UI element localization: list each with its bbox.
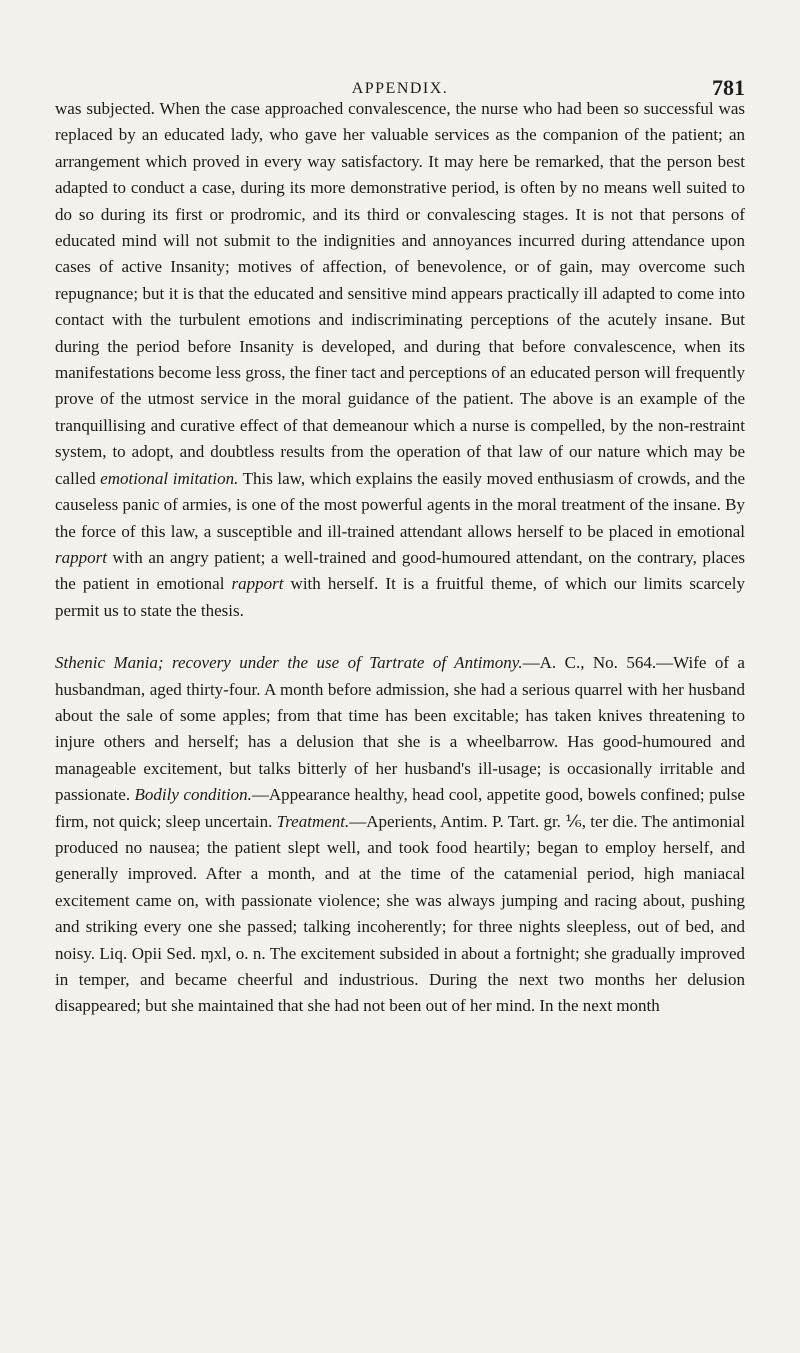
text-segment: with herself. It is a fruitful theme, of which our limits scarcely permit us to state the thesis. <box>55 574 745 620</box>
text-segment: —A. C., No. 564.—Wife of a husbandman, aged thirty-four. A month before admission, she had a serious quarrel with her husband about the sale of some apples; from that time has been excitable; has taken knives threatening to injure others and herself; has a delusion that she is a wheelbarrow. Has good-humoured and manageable excitement, but talks bitterly of her husband's ill-usage; is occasionally irritable and passionate. <box>55 653 745 805</box>
paragraph-1 <box>55 96 745 624</box>
body-text <box>55 96 745 1020</box>
text-segment: —Appearance healthy, head cool, appetite good, bowels confined; pulse firm, not quick; sleep uncertain. <box>55 785 745 831</box>
running-head: APPENDIX. <box>351 80 449 97</box>
page-number: 781 <box>712 75 745 100</box>
text-segment: with an angry patient; a well-trained and good-humoured attendant, on the contrary, places the patient in emotional <box>55 547 745 594</box>
section-label-treatment: Treatment. <box>276 811 350 831</box>
section-label-bodily-condition: Bodily condition. <box>134 785 252 805</box>
italic-term: rapport <box>231 574 284 594</box>
text-segment: —Aperients, Antim. P. Tart. gr. ⅙, ter die. The antimonial produced no nausea; the patient slept well, and took food heartily; began to employ herself, and generally improved. After a month, and at the time of the catamenial period, high maniacal excitement came on, with passionate violence; she was always jumping and racing about, pushing and striking every one she passed; talking incoherently; for three nights sleepless, out of bed, and noisy. Liq. Opii Sed. ɱxl, o. n. The excitement subsided in about a fortnight; she gradually improved in temper, and became cheerful and industrious. During the next two months her delusion disappeared; but she maintained that she had not been out of her mind. In the next month <box>55 811 745 1016</box>
page-header <box>55 60 745 100</box>
text-segment: This law, which explains the easily moved enthusiasm of crowds, and the causeless panic of armies, is one of the most powerful agents in the moral treatment of the insane. By the force of this law, a susceptible and ill-trained attendant allows herself to be placed in emotional <box>55 468 745 541</box>
paragraph-2-case-report <box>55 650 745 1020</box>
text-segment: was subjected. When the case approached convalescence, the nurse who had been so successful was replaced by an educated lady, who gave her valuable services as the companion of the patient; an arrangement which proved in every way satisfactory. It may here be remarked, that the person best adapted to conduct a case, during its more demonstrative period, is often by no means well suited to do so during its first or prodromic, and its third or convalescing stages. It is not that persons of educated mind will not submit to the indignities and annoyances incurred during attendance upon cases of active Insanity; motives of affection, of benevolence, or of gain, may overcome such repugnance; but it is that the educated and sensitive mind appears practically ill adapted to come into contact with the turbulent emotions and indiscriminating perceptions of the acutely insane. But during the period before Insanity is developed, and during that before convalescence, when its manifestations become less gross, the finer tact and perceptions of an educated person will frequently prove of the utmost service in the moral guidance of the patient. The above is an example of the tranquillising and curative effect of that demeanour which a nurse is compelled, by the non-restraint system, to adopt, and doubtless results from the operation of that law of our nature which may be called <box>55 99 745 488</box>
case-heading: Sthenic Mania; recovery under the use of Tartrate of Antimony. <box>55 653 523 673</box>
italic-term: emotional imitation. <box>100 468 239 488</box>
italic-term: rapport <box>55 547 107 567</box>
